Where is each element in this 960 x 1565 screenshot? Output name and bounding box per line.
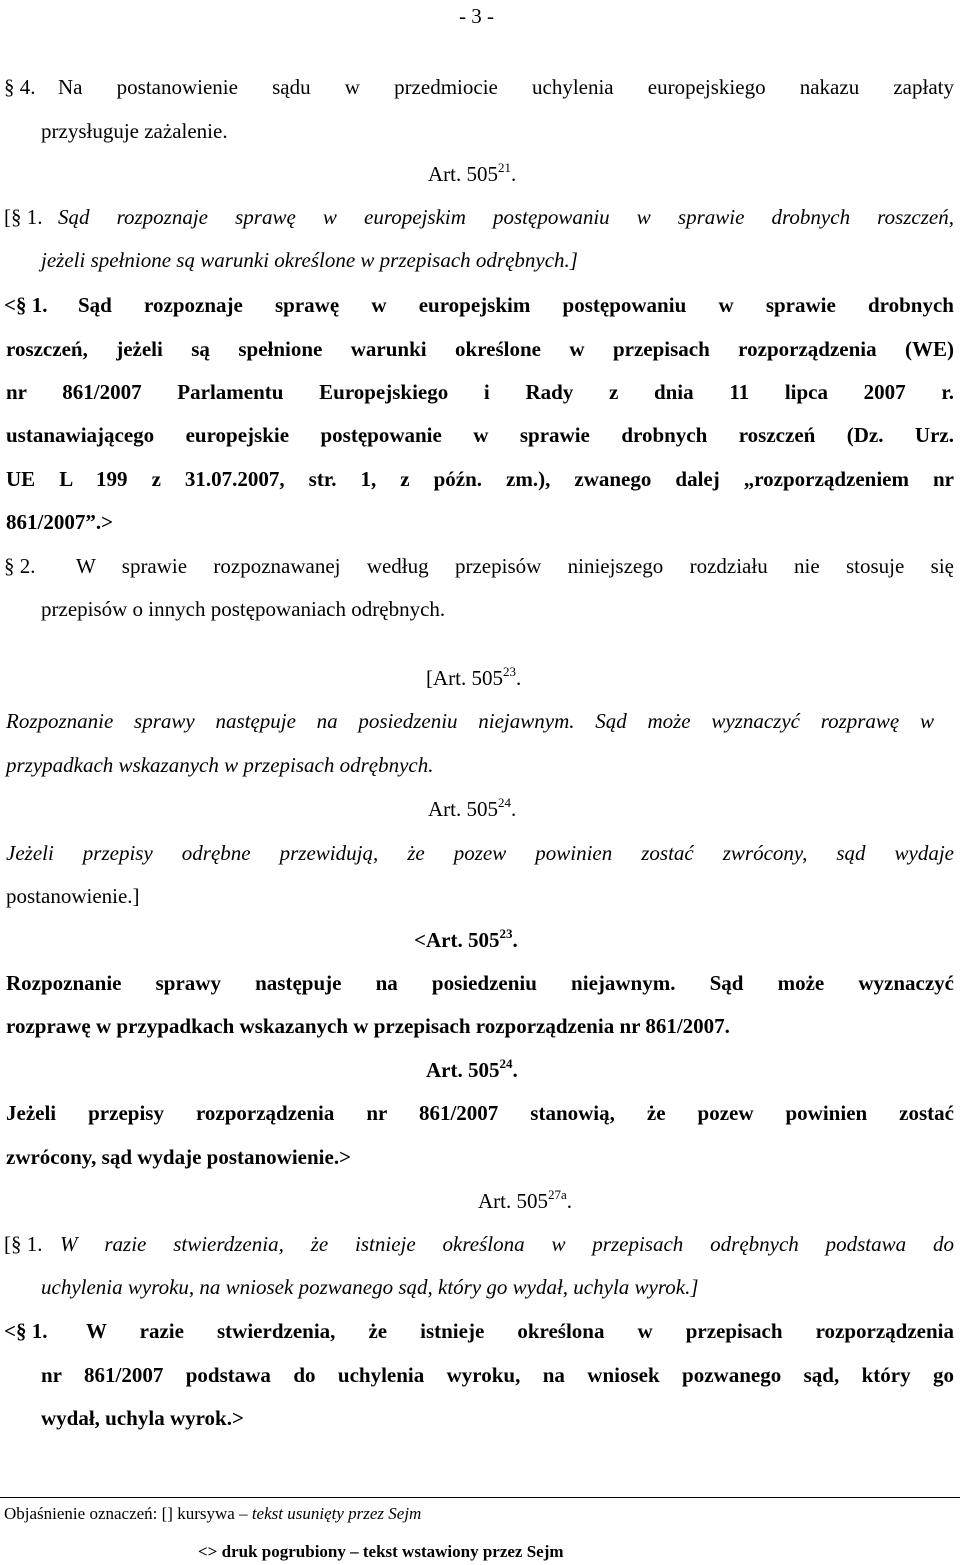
- footer-legend-line2: <> druk pogrubiony – tekst wstawiony przez Sejm: [198, 1542, 564, 1561]
- section-2-line1: W sprawie rozpoznawanej według przepisów niniejszego rozdziału nie stosuje się: [76, 554, 954, 578]
- old-section-1-line1: Sąd rozpoznaje sprawę w europejskim postępowaniu w sprawie drobnych roszczeń,: [58, 205, 954, 229]
- old-section-1-27a-line1: W razie stwierdzenia, że istnieje określona w przepisach odrębnych podstawa do: [60, 1232, 954, 1256]
- article-505-21-heading: Art. $505^{21}$.: [428, 160, 517, 186]
- new-article-505-23-line1: Rozpoznanie sprawy następuje na posiedzeniu niejawnym. Sąd może wyznaczyć: [6, 971, 954, 995]
- new-section-1-27a-line2: nr 861/2007 podstawa do uchylenia wyroku, na wniosek pozwanego sąd, który go: [41, 1363, 954, 1387]
- old-section-1-marker: [§ 1.: [4, 205, 43, 229]
- section-4-line2: przysługuje zażalenie.: [41, 119, 228, 143]
- new-section-1-line1: Sąd rozpoznaje sprawę w europejskim postępowaniu w sprawie drobnych: [78, 293, 954, 317]
- old-article-505-23-heading: [Art. $505^{23}$.: [426, 664, 522, 690]
- new-section-1-marker: <§ 1.: [4, 293, 48, 317]
- new-section-1-27a-line3: wydał, uchyla wyrok.>: [41, 1406, 244, 1430]
- new-article-505-24-heading: Art. $505^{24}$.: [426, 1056, 518, 1082]
- section-2-marker: § 2.: [4, 554, 36, 578]
- new-section-1-line4: ustanawiającego europejskie postępowanie w sprawie drobnych roszczeń (Dz. Urz.: [6, 423, 954, 447]
- footer-rule: [0, 1497, 960, 1498]
- old-article-505-23-line2: przypadkach wskazanych w przepisach odrębnych.: [6, 753, 434, 777]
- new-section-1-line6: 861/2007”.>: [6, 510, 114, 534]
- new-section-1-27a-line1: W razie stwierdzenia, że istnieje określona w przepisach rozporządzenia: [86, 1319, 954, 1343]
- new-article-505-23-heading: <Art. $505^{23}$.: [414, 926, 518, 952]
- old-section-1-27a-marker: [§ 1.: [4, 1232, 43, 1256]
- footer-legend-line1: Objaśnienie oznaczeń: [] kursywa – tekst usunięty przez Sejm: [4, 1504, 422, 1523]
- new-section-1-line3: nr 861/2007 Parlamentu Europejskiego i Rady z dnia 11 lipca 2007 r.: [6, 380, 954, 404]
- new-article-505-24-line1: Jeżeli przepisy rozporządzenia nr 861/2007 stanowią, że pozew powinien zostać: [6, 1101, 954, 1125]
- article-505-27a-heading: Art. $505^{27a}$.: [478, 1187, 573, 1213]
- section-4-marker: § 4.: [4, 75, 36, 99]
- new-section-1-line2: roszczeń, jeżeli są spełnione warunki określone w przepisach rozporządzenia (WE): [6, 337, 954, 361]
- old-section-1-27a-line2: uchylenia wyroku, na wniosek pozwanego sąd, który go wydał, uchyla wyrok.]: [41, 1275, 699, 1299]
- old-article-505-24-heading: Art. $505^{24}$.: [428, 795, 517, 821]
- old-article-505-24-line2: postanowienie.]: [6, 884, 140, 908]
- new-section-1-line5: UE L 199 z 31.07.2007, str. 1, z późn. zm.), zwanego dalej „rozporządzeniem nr: [6, 467, 954, 491]
- section-4-line1: Na postanowienie sądu w przedmiocie uchylenia europejskiego nakazu zapłaty: [58, 75, 954, 99]
- old-article-505-23-line1: Rozpoznanie sprawy następuje na posiedzeniu niejawnym. Sąd może wyznaczyć rozprawę w: [6, 709, 934, 733]
- old-article-505-24-line1: Jeżeli przepisy odrębne przewidują, że pozew powinien zostać zwrócony, sąd wydaje: [6, 841, 954, 865]
- new-section-1-27a-marker: <§ 1.: [4, 1319, 48, 1343]
- old-section-1-line2: jeżeli spełnione są warunki określone w przepisach odrębnych.]: [41, 248, 578, 272]
- section-2-line2: przepisów o innych postępowaniach odrębnych.: [41, 597, 446, 621]
- new-article-505-24-line2: zwrócony, sąd wydaje postanowienie.>: [6, 1145, 352, 1169]
- new-article-505-23-line2: rozprawę w przypadkach wskazanych w przepisach rozporządzenia nr 861/2007.: [6, 1014, 730, 1038]
- page-number: - 3 -: [459, 4, 494, 28]
